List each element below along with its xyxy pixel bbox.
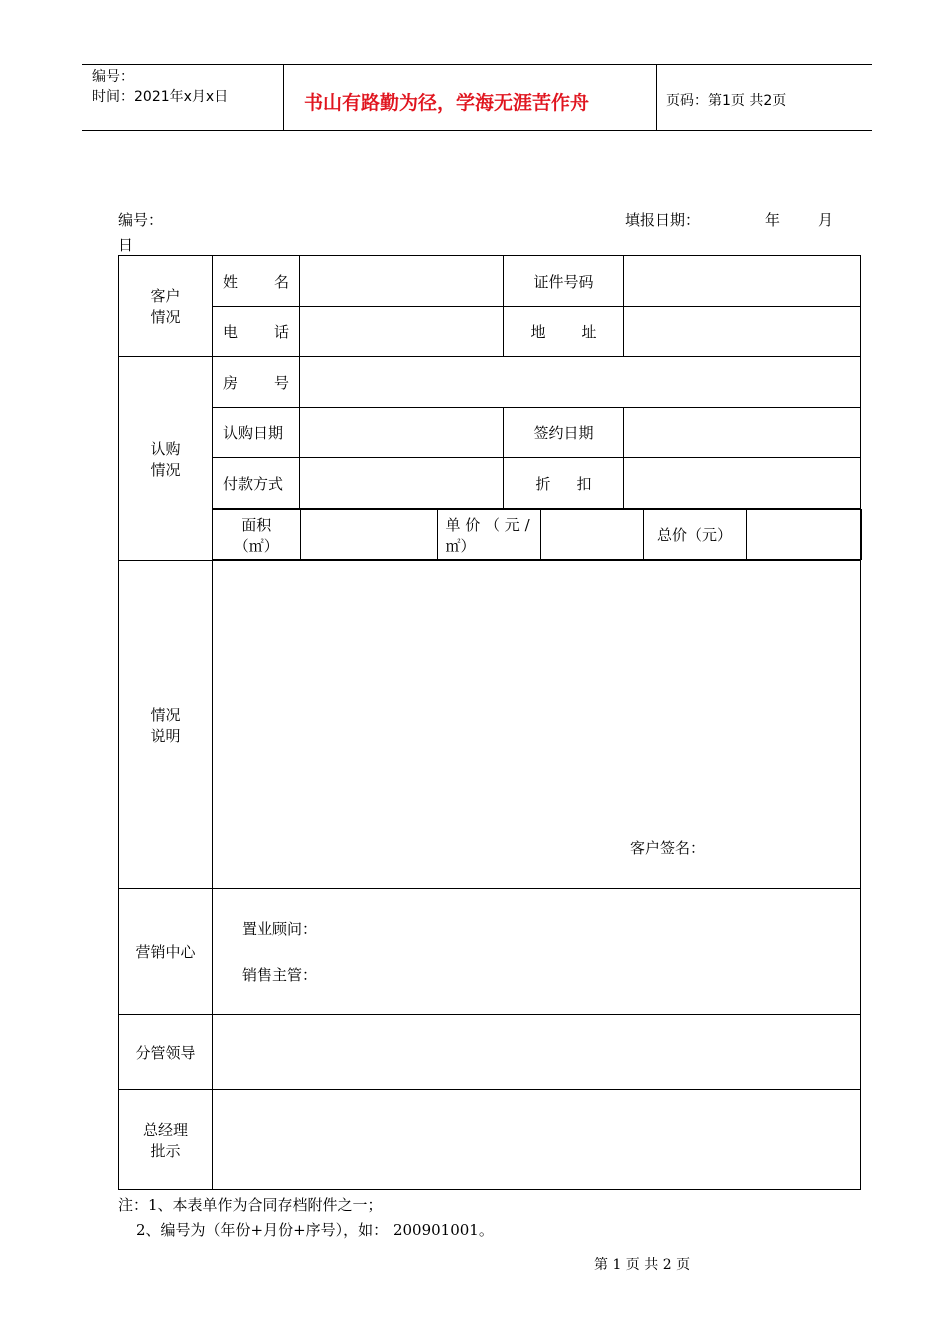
payment-method-label: 付款方式 [213, 458, 300, 509]
area-field[interactable] [300, 510, 437, 560]
leader-field[interactable] [213, 1015, 861, 1090]
room-number-field[interactable] [300, 357, 861, 408]
header-bottom-rule [82, 130, 872, 131]
purchase-date-field[interactable] [300, 408, 504, 458]
room-number-label: 房 号 [213, 357, 300, 408]
marketing-field[interactable] [213, 889, 861, 1015]
sign-date-field[interactable] [624, 408, 861, 458]
explanation-section-label: 情况 说明 [119, 561, 213, 889]
fill-date-year: 年 [765, 211, 781, 229]
fill-date-day: 日 [118, 236, 134, 254]
fill-date-label: 填报日期： [625, 211, 701, 229]
unit-price-label: 单 价 （ 元 / ㎡） [437, 510, 540, 560]
phone-label: 电 话 [213, 307, 300, 357]
purchase-section-label: 认购 情况 [119, 357, 213, 561]
header-divider-left [283, 64, 284, 131]
header-divider-right [656, 64, 657, 131]
leader-row [119, 1015, 861, 1090]
header-page-info: 页码：第1页 共2页 [666, 93, 787, 109]
price-subtable [213, 509, 862, 560]
header-motto: 书山有路勤为径，学海无涯苦作舟 [304, 92, 590, 114]
area-label: 面积 （㎡） [213, 510, 300, 560]
supervisor-label: 销售主管： [242, 966, 318, 984]
payment-method-field[interactable] [300, 458, 504, 509]
gm-row [119, 1090, 861, 1190]
form-code-label: 编号： [118, 211, 164, 229]
total-price-field[interactable] [746, 510, 861, 560]
purchase-row-price [119, 509, 861, 561]
marketing-section-label: 营销中心 [119, 889, 213, 1015]
total-price-label: 总价（元） [643, 510, 746, 560]
purchase-row-room [119, 357, 861, 408]
customer-signature-label: 客户签名： [630, 839, 706, 857]
explanation-row [119, 561, 861, 889]
explanation-field[interactable] [213, 561, 861, 889]
customer-row-2 [119, 307, 861, 357]
name-field[interactable] [300, 256, 504, 307]
note-line-2: 2、编号为（年份+月份+序号），如： 200901001。 [136, 1221, 494, 1239]
header-code-label: 编号： [92, 69, 134, 85]
customer-row-1 [119, 256, 861, 307]
purchase-form-table [118, 255, 861, 1190]
purchase-row-dates [119, 408, 861, 458]
leader-section-label: 分管领导 [119, 1015, 213, 1090]
purchase-row-payment [119, 458, 861, 509]
gm-section-label: 总经理 批示 [119, 1090, 213, 1190]
note-line-1: 注：1、本表单作为合同存档附件之一； [118, 1196, 383, 1214]
phone-field[interactable] [300, 307, 504, 357]
consultant-label: 置业顾问： [242, 920, 318, 938]
gm-field[interactable] [213, 1090, 861, 1190]
customer-section-label: 客户 情况 [119, 256, 213, 357]
header-time-label: 时间：2021年x月x日 [92, 89, 229, 105]
id-number-label: 证件号码 [504, 256, 624, 307]
unit-price-field[interactable] [540, 510, 643, 560]
sign-date-label: 签约日期 [504, 408, 624, 458]
address-label: 地 址 [504, 307, 624, 357]
id-number-field[interactable] [624, 256, 861, 307]
purchase-date-label: 认购日期 [213, 408, 300, 458]
discount-field[interactable] [624, 458, 861, 509]
price-subrow [213, 509, 861, 561]
marketing-row [119, 889, 861, 1015]
discount-label: 折 扣 [504, 458, 624, 509]
header-top-rule [82, 64, 872, 65]
fill-date-month: 月 [818, 211, 834, 229]
address-field[interactable] [624, 307, 861, 357]
footer-page-number: 第 1 页 共 2 页 [594, 1257, 691, 1273]
name-label: 姓 名 [213, 256, 300, 307]
